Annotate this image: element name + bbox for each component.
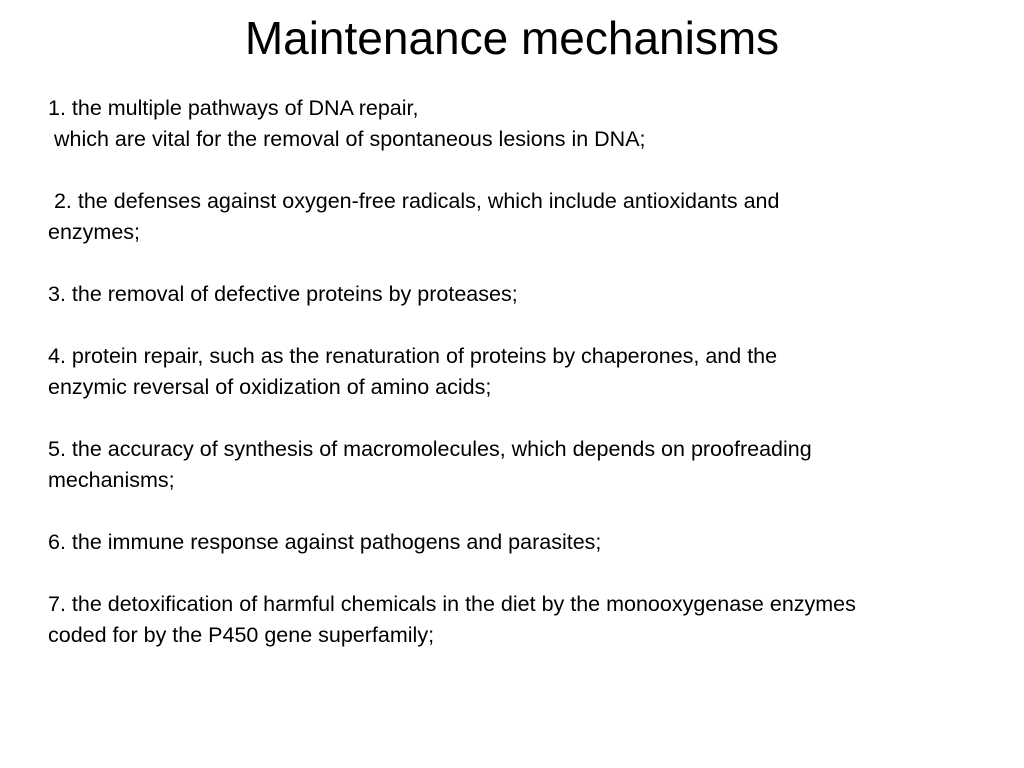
list-item-1-line-1: 1. the multiple pathways of DNA repair, bbox=[48, 96, 419, 120]
list-item-2 bbox=[48, 186, 1018, 248]
list-item-4-line-1: 4. protein repair, such as the renaturation of proteins by chaperones, and the bbox=[48, 344, 778, 368]
list-item-7-line-2: coded for by the P450 gene superfamily; bbox=[48, 623, 435, 647]
list-item-4-line-2: enzymic reversal of oxidization of amino acids; bbox=[48, 375, 492, 399]
list-item-7 bbox=[48, 589, 1018, 651]
list-item-3-line-1: 3. the removal of defective proteins by proteases; bbox=[48, 282, 518, 306]
list-item-3 bbox=[48, 279, 1018, 310]
list-item-4 bbox=[48, 341, 1018, 403]
list-item-1-line-2: which are vital for the removal of spontaneous lesions in DNA; bbox=[48, 127, 646, 151]
list-item-5 bbox=[48, 434, 1018, 496]
list-item-5-line-2: mechanisms; bbox=[48, 468, 175, 492]
list-item-2-line-2: enzymes; bbox=[48, 220, 141, 244]
list-item-6-line-1: 6. the immune response against pathogens and parasites; bbox=[48, 530, 602, 554]
slide-body bbox=[48, 93, 1018, 682]
list-item-2-line-1: 2. the defenses against oxygen-free radicals, which include antioxidants and bbox=[48, 189, 780, 213]
list-item-5-line-1: 5. the accuracy of synthesis of macromolecules, which depends on proofreading bbox=[48, 437, 812, 461]
list-item-1 bbox=[48, 93, 1018, 155]
list-item-6 bbox=[48, 527, 1018, 558]
slide-title: Maintenance mechanisms bbox=[244, 12, 780, 64]
list-item-7-line-1: 7. the detoxification of harmful chemicals in the diet by the monooxygenase enzymes bbox=[48, 592, 856, 616]
